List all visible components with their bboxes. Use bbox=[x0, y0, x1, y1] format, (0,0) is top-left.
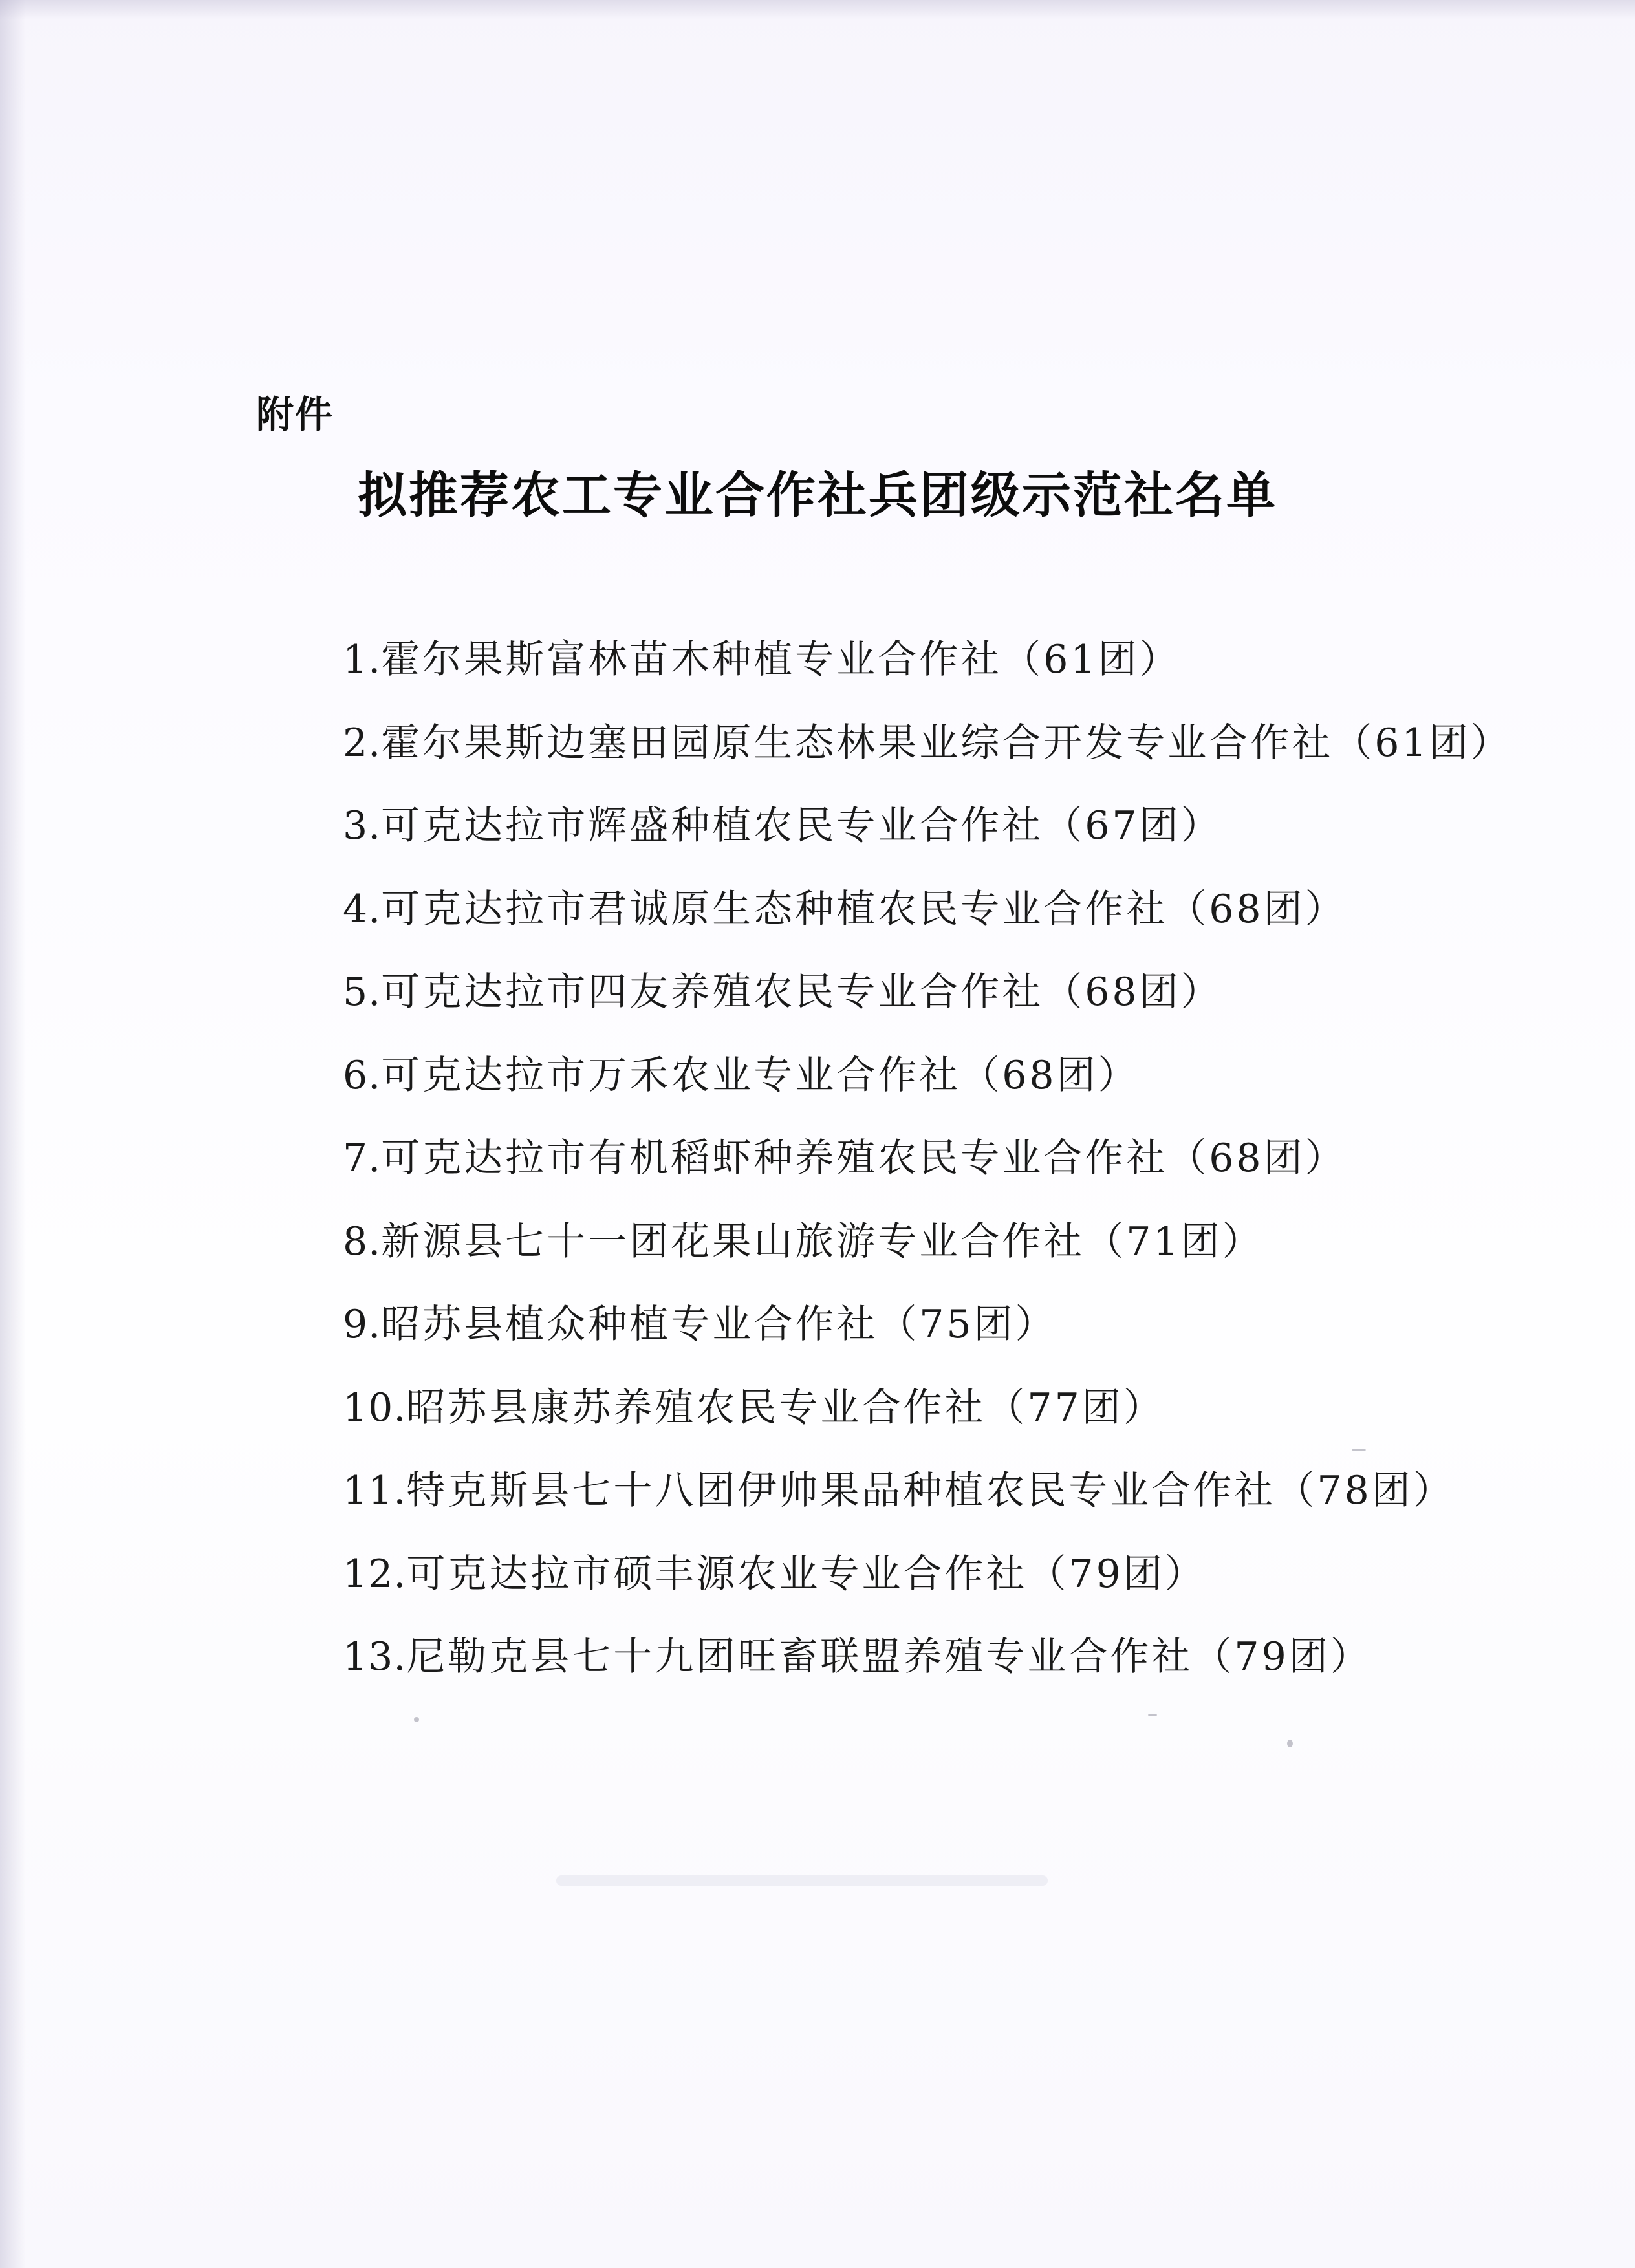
list-item-number: 6. bbox=[343, 1052, 382, 1098]
list-item bbox=[343, 1295, 1572, 1379]
list-item bbox=[343, 1628, 1572, 1711]
list-item bbox=[343, 714, 1572, 797]
list-item-text: 新源县七十一团花果山旅游专业合作社（71团） bbox=[381, 1218, 1264, 1264]
list-item-number: 5. bbox=[343, 969, 382, 1015]
list-item-text: 可克达拉市四友养殖农民专业合作社（68团） bbox=[381, 969, 1222, 1015]
list-item-text: 可克达拉市硕丰源农业专业合作社（79团） bbox=[406, 1551, 1206, 1597]
list-item-text: 霍尔果斯边塞田园原生态林果业综合开发专业合作社（61团） bbox=[381, 720, 1512, 766]
list-item-text: 尼勒克县七十九团旺畜联盟养殖专业合作社（79团） bbox=[406, 1634, 1372, 1679]
list-item-number: 9. bbox=[343, 1302, 382, 1347]
scan-speck bbox=[1148, 1714, 1157, 1716]
cooperative-list bbox=[343, 631, 1572, 1711]
list-item-number: 11. bbox=[343, 1468, 407, 1513]
attachment-label: 附件 bbox=[256, 393, 334, 437]
list-item bbox=[343, 1545, 1572, 1628]
list-item-number: 2. bbox=[343, 720, 382, 766]
list-item-number: 12. bbox=[343, 1551, 407, 1597]
list-item-text: 可克达拉市万禾农业专业合作社（68团） bbox=[381, 1052, 1140, 1098]
list-item bbox=[343, 1379, 1572, 1462]
scan-speck bbox=[1287, 1740, 1293, 1747]
scan-speck bbox=[1352, 1449, 1366, 1451]
list-item-text: 昭苏县植众种植专业合作社（75团） bbox=[381, 1302, 1057, 1347]
list-item bbox=[343, 963, 1572, 1046]
list-item bbox=[343, 1213, 1572, 1296]
list-item-text: 可克达拉市有机稻虾种养殖农民专业合作社（68团） bbox=[381, 1136, 1347, 1181]
list-item-number: 10. bbox=[343, 1385, 407, 1431]
list-item-number: 7. bbox=[343, 1136, 382, 1181]
scan-speck bbox=[1099, 818, 1106, 820]
list-item-number: 8. bbox=[343, 1218, 382, 1264]
document-title: 拟推荐农工专业合作社兵团级示范社名单 bbox=[358, 466, 1277, 524]
list-item-number: 1. bbox=[343, 637, 382, 682]
list-item-text: 昭苏县康苏养殖农民专业合作社（77团） bbox=[406, 1385, 1165, 1431]
scan-edge-shadow-left bbox=[0, 0, 26, 2268]
scan-edge-shadow-top bbox=[0, 0, 1635, 19]
bleed-through-mark bbox=[556, 1875, 1048, 1886]
list-item bbox=[343, 880, 1572, 964]
list-item-text: 可克达拉市君诚原生态种植农民专业合作社（68团） bbox=[381, 886, 1347, 932]
list-item-number: 13. bbox=[343, 1634, 407, 1679]
list-item-text: 特克斯县七十八团伊帅果品种植农民专业合作社（78团） bbox=[406, 1468, 1455, 1513]
list-item bbox=[343, 1462, 1572, 1545]
list-item bbox=[343, 631, 1572, 714]
list-item-text: 霍尔果斯富林苗木种植专业合作社（61团） bbox=[381, 637, 1181, 682]
scan-speck bbox=[414, 1717, 419, 1722]
list-item-number: 4. bbox=[343, 886, 382, 932]
list-item-number: 3. bbox=[343, 803, 382, 848]
list-item-text: 可克达拉市辉盛种植农民专业合作社（67团） bbox=[381, 803, 1222, 848]
list-item bbox=[343, 797, 1572, 880]
list-item bbox=[343, 1046, 1572, 1130]
list-item bbox=[343, 1129, 1572, 1213]
